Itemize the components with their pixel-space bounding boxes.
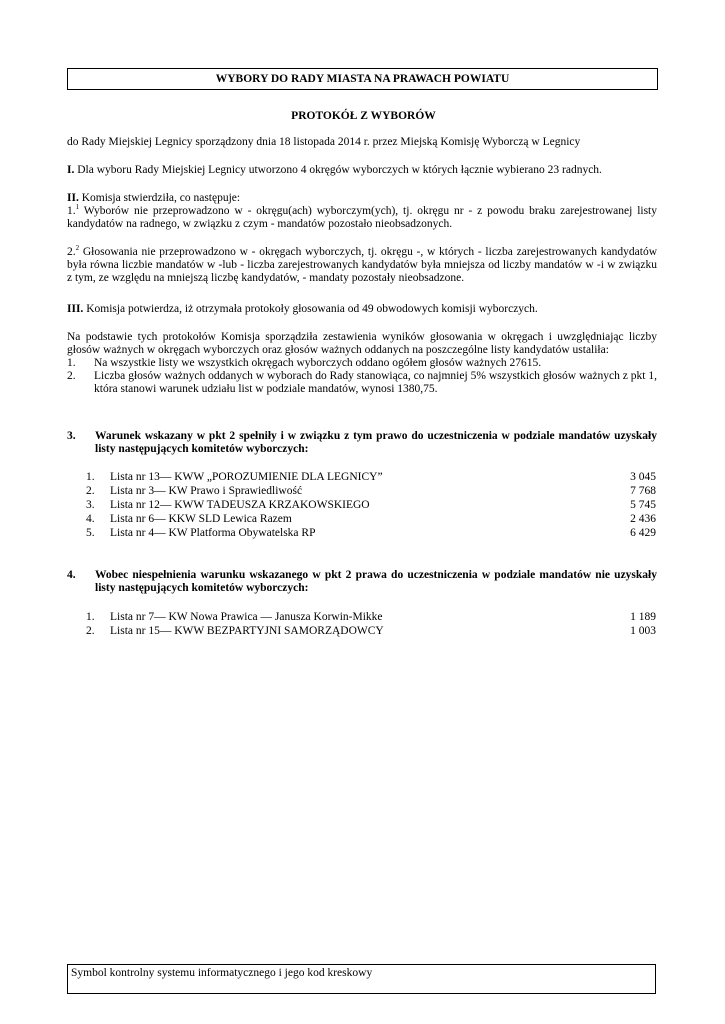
votes-value: 7 768 [630, 485, 656, 497]
votes-value: 3 045 [630, 471, 656, 483]
section-2-label: II. [67, 192, 79, 204]
point-3-num: 3. [67, 430, 76, 442]
summary-point-2: 2. Liczba głosów ważnych oddanych w wyborach do Rady stanowiąca, co najmniej 5% wszystkich głosów ważnych z pkt 1, która stanowi warunek udziału list w podziale mandatów, wynosi 1380,75. [67, 370, 657, 395]
point-3-text: Warunek wskazany w pkt 2 spełniły i w związku z tym prawo do uczestniczenia w podziale mandatów uzyskały listy następujących komitetów wyborczych: [95, 430, 657, 455]
section-2-text: Komisja stwierdziła, co następuje: [78, 192, 241, 204]
footnote-ref: 2 [75, 244, 80, 253]
summary-point-1: 1. Na wszystkie listy we wszystkich okręgach wyborczych oddano ogółem głosów ważnych 27615. [67, 357, 542, 369]
section-3-text: Komisja potwierdza, iż otrzymała protokoły głosowania od 49 obwodowych komisji wyborczych. [83, 303, 538, 315]
list-item: 2. Lista nr 3— KW Prawo i Sprawiedliwość 7 768 [86, 485, 656, 497]
summary-block [67, 331, 657, 396]
footer-text: Symbol kontrolny systemu informatycznego i jego kod kreskowy [71, 967, 373, 979]
section-2 [67, 192, 657, 231]
section-2-item-2: 2.$^2$ Głosowania nie przeprowadzono w - okręgach wyborczych, tj. okręgu -, w których - liczba zarejestrowanych kandydatów była równa liczbie mandatów w -lub - liczba zarejestrowanych kandydatów była mniejsza od liczby mandatów w -i w związku z tym, ze względu na mniejszą liczbę kandydatów, - mandaty pozostały nieobsadzone. [67, 244, 657, 284]
intro-text: do Rady Miejskiej Legnicy sporządzony dnia 18 listopada 2014 r. przez Miejską Komisję Wyborczą w Legnicy [67, 136, 581, 148]
point-4-text: Wobec niespełnienia warunku wskazanego w pkt 2 prawa do uczestniczenia w podziale mandatów nie uzyskały listy następujących komitetów wyborczych: [95, 569, 657, 594]
header-box [67, 68, 658, 90]
point-3 [67, 430, 657, 456]
list-item: 5. Lista nr 4— KW Platforma Obywatelska RP 6 429 [86, 527, 656, 539]
point-4 [67, 569, 657, 595]
section-1-text: Dla wyboru Rady Miejskiej Legnicy utworzono 4 okręgów wyborczych w których łącznie wybierano 23 radnych. [74, 164, 602, 176]
list-item: 1. Lista nr 7— KW Nowa Prawica — Janusza Korwin-Mikke 1 189 [86, 611, 656, 623]
votes-value: 5 745 [630, 499, 656, 511]
summary-intro: Na podstawie tych protokołów Komisja sporządziła zestawienia wyników głosowania w okręgach i uwzględniając liczby głosów ważnych w okręgach wyborczych oraz głosów ważnych oddanych na poszczególne listy kandydatów ustaliła: [67, 331, 657, 356]
votes-value: 1 189 [630, 611, 656, 623]
footnote-ref: 1 [75, 203, 80, 212]
section-1-label: I. [67, 164, 75, 176]
document-title: PROTOKÓŁ Z WYBORÓW [291, 110, 436, 122]
section-3-label: III. [67, 303, 84, 315]
list-item: 3. Lista nr 12— KWW TADEUSZA KRZAKOWSKIEGO 5 745 [86, 499, 656, 511]
header-title: WYBORY DO RADY MIASTA NA PRAWACH POWIATU [215, 72, 510, 85]
votes-value: 1 003 [630, 625, 656, 637]
unqualified-lists [86, 611, 656, 639]
list-item: 1. Lista nr 13— KWW „POROZUMIENIE DLA LEGNICY” 3 045 [86, 471, 656, 483]
list-item: 4. Lista nr 6— KKW SLD Lewica Razem 2 436 [86, 513, 656, 525]
votes-value: 6 429 [630, 527, 656, 539]
point-4-num: 4. [67, 569, 76, 581]
intro-paragraph [67, 136, 657, 149]
protocol-page [67, 0, 660, 1024]
footer-box [67, 964, 656, 994]
qualified-lists [86, 471, 656, 541]
section-3 [67, 303, 657, 316]
list-item: 2. Lista nr 15— KWW BEZPARTYJNI SAMORZĄDOWCY 1 003 [86, 625, 656, 637]
section-1 [67, 164, 657, 177]
votes-value: 2 436 [630, 513, 656, 525]
section-2-item-1: 1.$^1$ Wyborów nie przeprowadzono w - okręgu(ach) wyborczym(ych), tj. okręgu nr - z powodu braku zarejestrowanej listy kandydatów na radnego, w związku z czym - mandatów pozostało nieobsadzonych. [67, 203, 657, 230]
